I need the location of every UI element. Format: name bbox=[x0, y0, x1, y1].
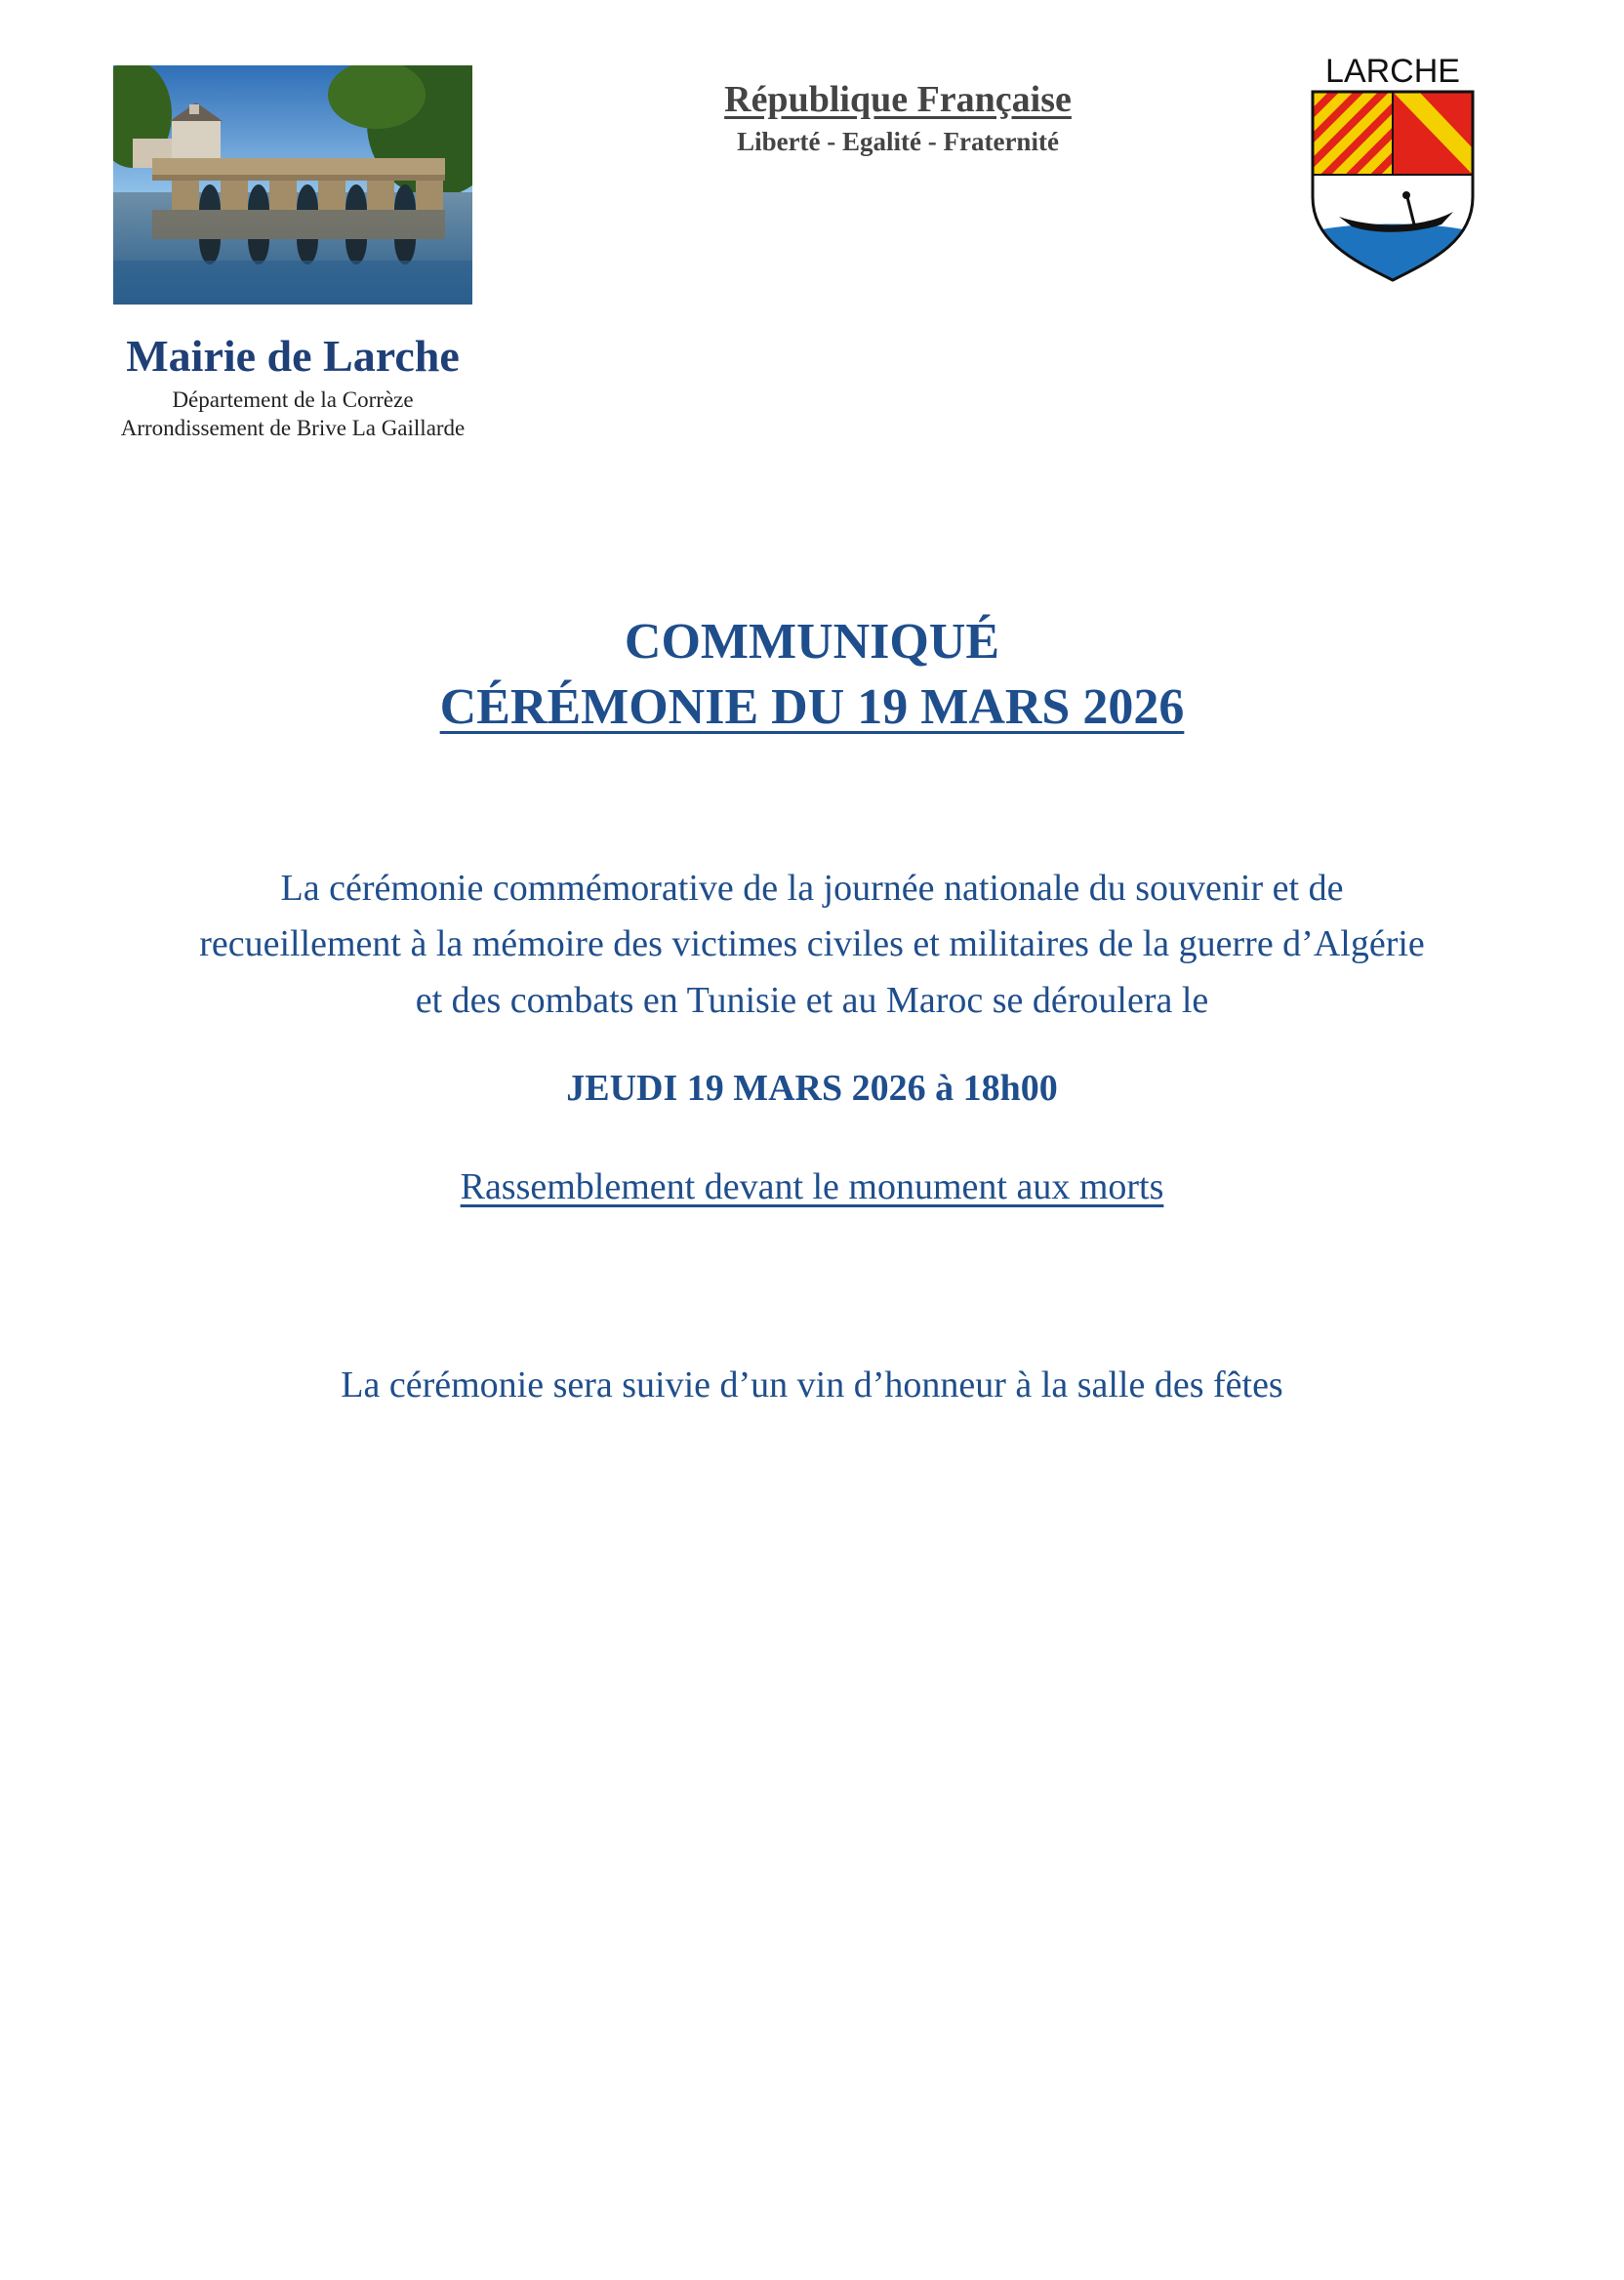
gathering-place-text: Rassemblement devant le monument aux morts bbox=[460, 1166, 1164, 1207]
paragraph-line-1: La cérémonie commémorative de la journée nationale du souvenir et de bbox=[280, 868, 1344, 909]
bridge-illustration bbox=[113, 65, 472, 305]
ceremony-date: JEUDI 19 MARS 2026 à 18h00 bbox=[566, 1068, 1058, 1109]
mairie-name: Mairie de Larche bbox=[126, 331, 460, 381]
republique-name: République Française bbox=[724, 79, 1072, 120]
closing-line: La cérémonie sera suivie d’un vin d’honneur à la salle des fêtes bbox=[341, 1364, 1283, 1405]
crest-label: LARCHE bbox=[1325, 53, 1460, 90]
republique-motto: Liberté - Egalité - Fraternité bbox=[737, 127, 1059, 156]
title-ceremonie-text: CÉRÉMONIE DU 19 MARS 2026 bbox=[439, 679, 1185, 735]
gathering-place bbox=[0, 1165, 1624, 1208]
departement-line: Département de la Corrèze bbox=[172, 387, 414, 412]
bridge-photo bbox=[113, 65, 472, 305]
title-communique: COMMUNIQUÉ bbox=[624, 614, 1000, 670]
arrondissement-line: Arrondissement de Brive La Gaillarde bbox=[120, 416, 466, 440]
title-ceremonie bbox=[0, 678, 1624, 736]
paragraph-line-2: recueillement à la mémoire des victimes civiles et militaires de la guerre d’Algérie bbox=[199, 923, 1425, 964]
paragraph-line-3: et des combats en Tunisie et au Maroc se déroulera le bbox=[415, 980, 1209, 1021]
